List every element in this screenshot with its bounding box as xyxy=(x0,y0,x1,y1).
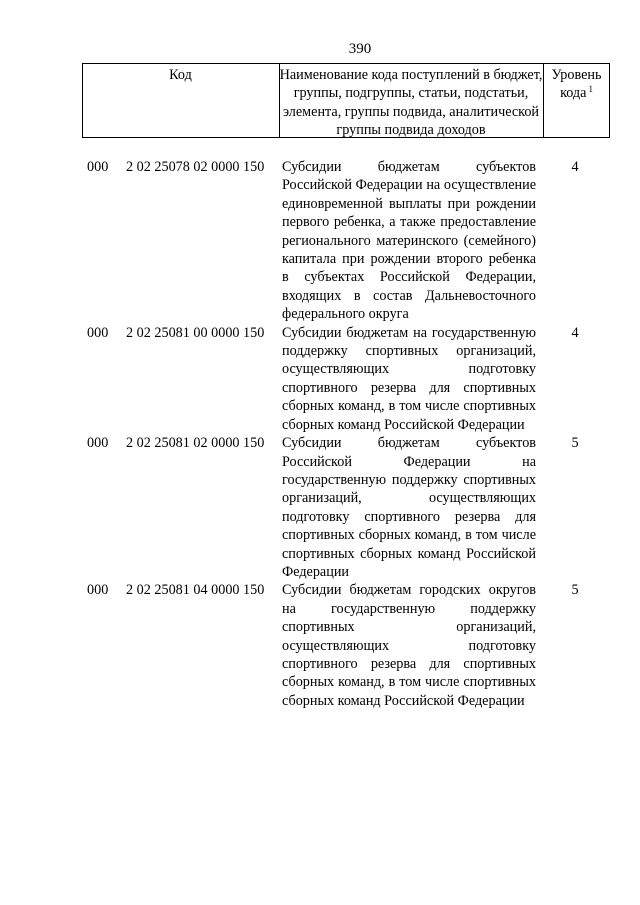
row-level: 5 xyxy=(571,582,579,599)
row-level: 5 xyxy=(571,435,579,452)
budget-code: 2 02 25081 02 0000 150 xyxy=(126,435,265,452)
admin-code: 000 xyxy=(87,159,109,175)
table-header xyxy=(82,63,610,138)
header-top-border xyxy=(82,63,610,64)
row-description: Субсидии бюджетам городских округов на государственную поддержку спортивных организаций, осуществляющих подготовку спортивного резерва для спортивных сборных команд, в том числе спортивных сборных команд Российской Федерации xyxy=(282,582,536,709)
budget-code: 2 02 25081 04 0000 150 xyxy=(126,582,265,599)
budget-code: 2 02 25078 02 0000 150 xyxy=(126,159,265,175)
header-level-label: Уровень кода xyxy=(551,67,602,102)
table-row xyxy=(0,434,640,581)
admin-code: 000 xyxy=(87,435,109,452)
header-name: Наименование кода поступлений в бюджет, группы, подгруппы, статьи, подстатьи, элемента, группы подвида, аналитической группы подвида доходов xyxy=(279,67,543,139)
budget-code: 2 02 25081 00 0000 150 xyxy=(126,324,265,341)
header-level-footnote: 1 xyxy=(588,84,593,95)
row-description: Субсидии бюджетам на государственную поддержку спортивных организаций, осуществляющих подготовку спортивного резерва для спортивных сборных команд, в том числе спортивных сборных команд Российской Федерации xyxy=(282,324,536,433)
header-code: Код xyxy=(169,67,192,83)
table-body xyxy=(0,158,640,710)
row-level: 4 xyxy=(571,324,579,341)
row-level: 4 xyxy=(571,159,579,175)
page-number: 390 xyxy=(348,41,372,57)
admin-code: 000 xyxy=(87,324,109,341)
table-row xyxy=(0,581,640,710)
table-row xyxy=(0,158,640,324)
table-row xyxy=(0,324,640,434)
row-description: Субсидии бюджетам субъектов Российской Федерации на осуществление единовременной выплаты при рождении первого ребенка, а также предоставление регионального материнского (семейного) капитала при рождении второго ребенка в субъектах Российской Федерации, входящих в состав Дальневосточного федерального округа xyxy=(282,159,536,323)
header-level xyxy=(543,66,610,103)
admin-code: 000 xyxy=(87,582,109,599)
row-description: Субсидии бюджетам субъектов Российской Федерации на государственную поддержку спортивных организаций, осуществляющих подготовку спортивного резерва для спортивных сборных команд, в том числе спортивных сборных команд Российской Федерации xyxy=(282,435,536,580)
